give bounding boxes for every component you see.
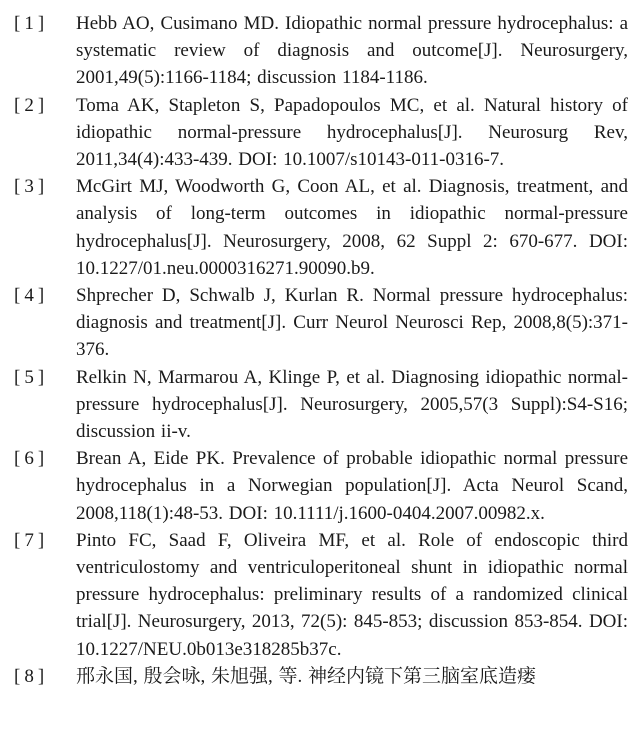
reference-item-3 <box>14 173 628 282</box>
reference-text: Brean A, Eide PK. Prevalence of probable idiopathic normal pressure hydrocephalus in a Norwegian population[J]. Acta Neurol Scand, 2008,118(1):48-53. DOI: 10.1111/j.1600-0404.2007.00982.x. <box>76 448 628 524</box>
reference-item-6 <box>14 445 628 527</box>
reference-number: [4] <box>14 285 49 307</box>
reference-item-8 <box>14 663 628 690</box>
reference-list <box>14 10 628 690</box>
reference-item-4 <box>14 282 628 364</box>
reference-text: Shprecher D, Schwalb J, Kurlan R. Normal pressure hydrocephalus: diagnosis and treatment[J]. Curr Neurol Neurosci Rep, 2008,8(5):371-376. <box>76 285 628 361</box>
reference-text: Relkin N, Marmarou A, Klinge P, et al. Diagnosing idiopathic normal-pressure hydrocephalus[J]. Neurosurgery, 2005,57(3 Suppl):S4-S16; discussion ii-v. <box>76 366 628 443</box>
reference-text: Pinto FC, Saad F, Oliveira MF, et al. Role of endoscopic third ventriculostomy and ventriculoperitoneal shunt in idiopathic normal pressure hydrocephalus: preliminary results of a randomized clinical trial[J]. Neurosurgery, 2013, 72(5): 845-853; discussion 853-854. DOI: 10.1227/NEU.0b013e318285b37c. <box>76 529 628 660</box>
reference-number: [3] <box>14 176 49 198</box>
reference-number: [5] <box>14 366 49 388</box>
reference-item-5 <box>14 364 628 446</box>
reference-item-2 <box>14 92 628 174</box>
reference-number: [6] <box>14 448 49 470</box>
reference-number: [7] <box>14 529 49 551</box>
reference-text: Toma AK, Stapleton S, Papadopoulos MC, et al. Natural history of idiopathic normal-pressure hydrocephalus[J]. Neurosurg Rev, 2011,34(4):433-439. DOI: 10.1007/s10143-011-0316-7. <box>76 94 628 171</box>
reference-number: [1] <box>14 13 49 34</box>
reference-item-1 <box>14 10 628 92</box>
reference-text: Hebb AO, Cusimano MD. Idiopathic normal pressure hydrocephalus: a systematic review of diagnosis and outcome[J]. Neurosurgery, 2001,49(5):1166-1184; discussion 1184-1186. <box>76 13 628 89</box>
reference-text: 邢永国, 殷会咏, 朱旭强, 等. 神经内镜下第三脑室底造瘘 <box>76 665 537 687</box>
reference-number: [2] <box>14 94 49 116</box>
reference-number: [8] <box>14 665 49 687</box>
reference-item-7 <box>14 527 628 663</box>
reference-text: McGirt MJ, Woodworth G, Coon AL, et al. Diagnosis, treatment, and analysis of long-term outcomes in idiopathic normal-pressure hydrocephalus[J]. Neurosurgery, 2008, 62 Suppl 2: 670-677. DOI: 10.1227/01.neu.0000316271.90090.b9. <box>76 176 628 279</box>
